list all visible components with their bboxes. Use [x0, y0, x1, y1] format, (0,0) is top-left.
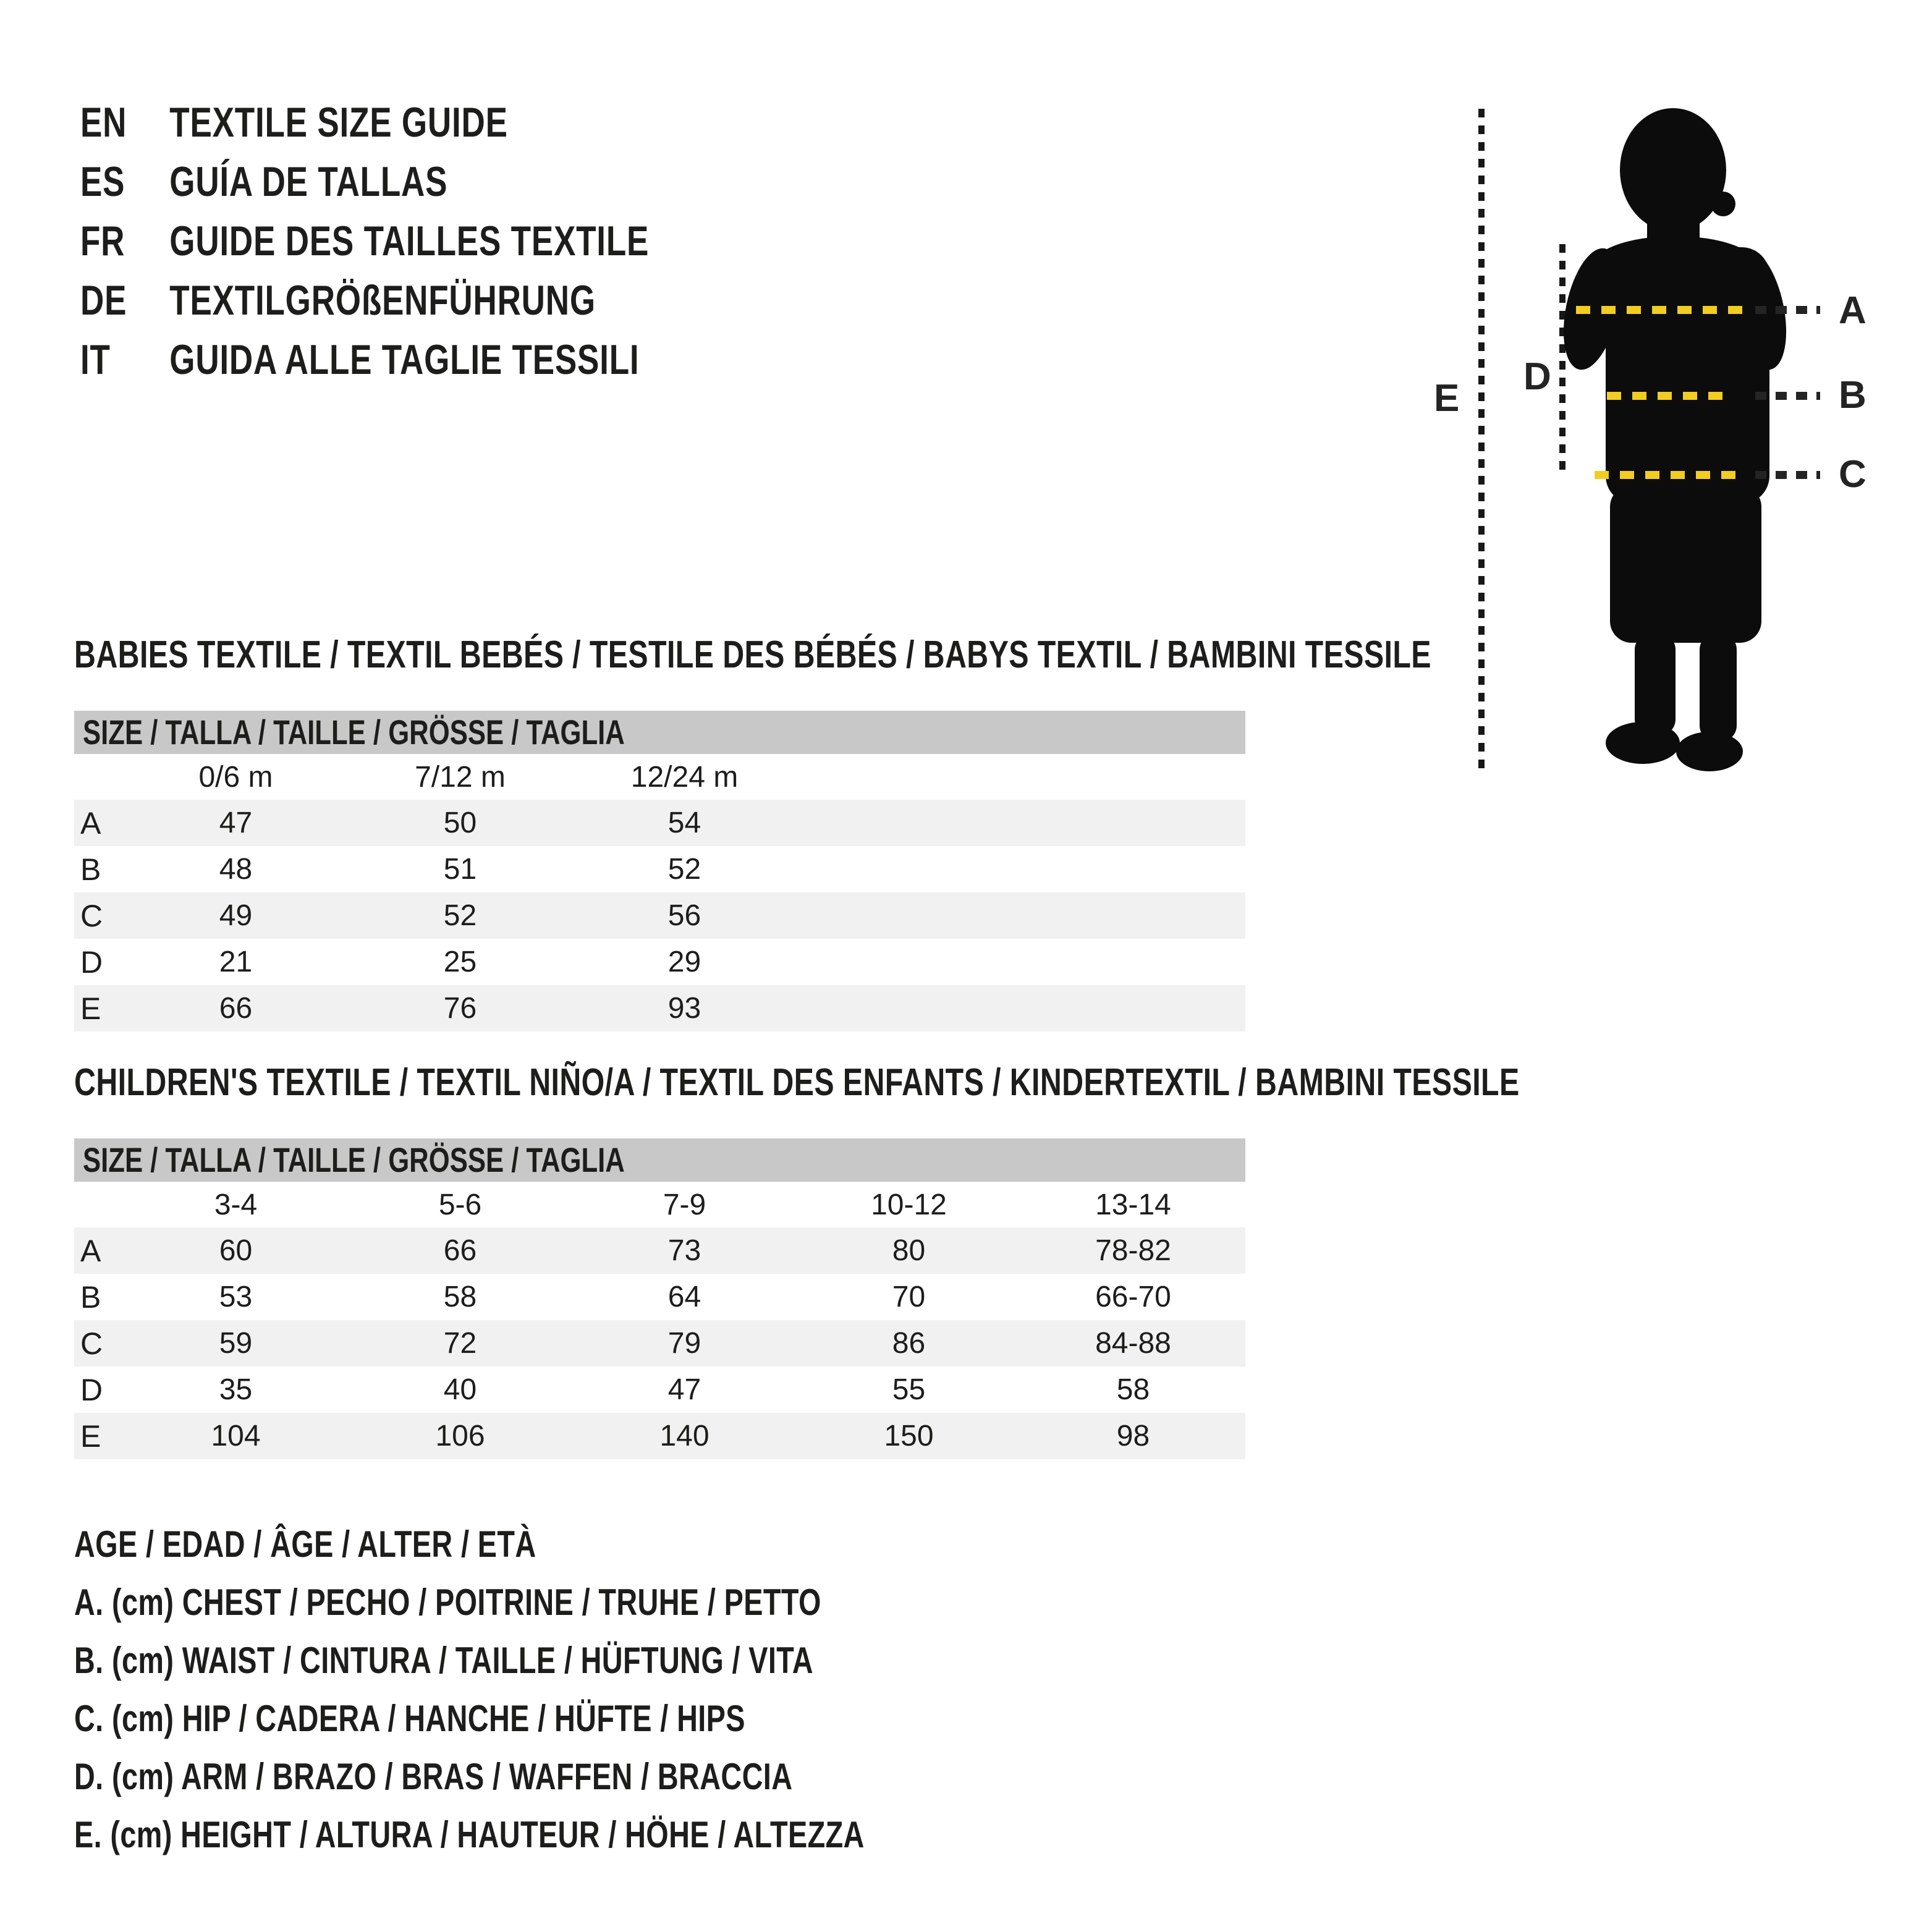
- children-row-d: [74, 1366, 1245, 1413]
- table-cell: 56: [667, 899, 701, 932]
- label-c: C: [1839, 453, 1866, 496]
- lang-title-de: TEXTILGRÖßENFÜHRUNG: [169, 277, 596, 324]
- children-table: [74, 1182, 1245, 1459]
- babies-column-header: 12/24 m: [630, 760, 739, 794]
- lang-code-fr: FR: [80, 218, 125, 265]
- table-cell: 86: [892, 1327, 926, 1360]
- table-cell: 35: [219, 1373, 253, 1406]
- row-label: E: [80, 991, 101, 1026]
- chest-leader-line-a: [1755, 306, 1820, 314]
- table-cell: 47: [219, 807, 253, 839]
- children-size-header-bar: [74, 1138, 1245, 1182]
- children-column-header: 13-14: [1095, 1188, 1171, 1221]
- row-label: D: [80, 1372, 103, 1407]
- table-cell: 58: [1116, 1373, 1150, 1406]
- measurement-figure: [1409, 93, 1932, 810]
- lang-code-it: IT: [80, 336, 111, 383]
- legend-age: [74, 1515, 1087, 1574]
- legend-chest: [74, 1574, 1087, 1632]
- children-column-header: 3-4: [214, 1188, 258, 1221]
- label-a: A: [1839, 289, 1866, 332]
- lang-title-it: GUIDA ALLE TAGLIE TESSILI: [169, 336, 640, 383]
- babies-row-e: [74, 985, 1245, 1032]
- table-cell: 59: [219, 1327, 253, 1360]
- children-row-e: [74, 1413, 1245, 1459]
- label-d: D: [1523, 355, 1551, 398]
- row-label: A: [80, 1233, 101, 1268]
- legend-hip: [74, 1690, 1087, 1748]
- children-size-header-text: SIZE / TALLA / TAILLE / GRÖSSE / TAGLIA: [83, 1140, 625, 1179]
- row-label: D: [80, 944, 103, 980]
- row-label: C: [80, 898, 103, 933]
- babies-title: [74, 630, 1431, 680]
- row-label: A: [80, 805, 101, 841]
- table-cell: 79: [667, 1327, 701, 1360]
- table-cell: 93: [667, 992, 701, 1025]
- babies-size-header-text: SIZE / TALLA / TAILLE / GRÖSSE / TAGLIA: [83, 713, 625, 752]
- table-cell: 47: [667, 1373, 701, 1406]
- babies-row-c: [74, 892, 1245, 939]
- lang-title-fr: GUIDE DES TAILLES TEXTILE: [169, 218, 650, 265]
- lang-title-en: TEXTILE SIZE GUIDE: [169, 99, 508, 146]
- table-cell: 66-70: [1095, 1281, 1171, 1313]
- child-silhouette-image: [1551, 105, 1799, 773]
- table-cell: 66: [443, 1234, 477, 1267]
- children-row-b: [74, 1274, 1245, 1320]
- lang-title-es: GUÍA DE TALLAS: [169, 158, 448, 205]
- children-row-c: [74, 1320, 1245, 1366]
- lang-row-it: [80, 330, 649, 389]
- babies-table: [74, 754, 1245, 1032]
- lang-row-de: [80, 271, 649, 330]
- hip-leader-line-c: [1755, 471, 1820, 479]
- babies-title-text: BABIES TEXTILE / TEXTIL BEBÉS / TESTILE DES BÉBÉS / BABYS TEXTIL / BAMBINI TESSILE: [74, 633, 1431, 676]
- table-cell: 54: [667, 807, 701, 839]
- waist-leader-line-b: [1755, 392, 1820, 400]
- table-cell: 73: [667, 1234, 701, 1267]
- legend-chest-text: A. (cm) CHEST / PECHO / POITRINE / TRUHE / PETTO: [74, 1582, 821, 1623]
- table-cell: 55: [892, 1373, 926, 1406]
- hip-measure-line-c: [1595, 471, 1743, 479]
- lang-code-en: EN: [80, 99, 127, 146]
- lang-row-fr: [80, 211, 649, 271]
- row-label: E: [80, 1418, 101, 1454]
- babies-column-header: 0/6 m: [198, 760, 273, 794]
- table-cell: 66: [219, 992, 253, 1025]
- table-cell: 64: [667, 1281, 701, 1313]
- lang-row-es: [80, 152, 649, 211]
- babies-row-d: [74, 939, 1245, 985]
- children-column-header-row: [74, 1182, 1245, 1227]
- table-cell: 60: [219, 1234, 253, 1267]
- label-b: B: [1839, 374, 1866, 417]
- lang-row-en: [80, 93, 649, 152]
- babies-column-header-row: [74, 754, 1245, 800]
- babies-row-b: [74, 846, 1245, 892]
- babies-column-header: 7/12 m: [415, 760, 506, 794]
- children-title: [74, 1058, 1520, 1108]
- table-cell: 21: [219, 946, 253, 978]
- language-header: [80, 93, 810, 389]
- table-cell: 140: [659, 1420, 710, 1452]
- legend-height: [74, 1806, 1087, 1864]
- children-section: [74, 1058, 1520, 1459]
- table-cell: 48: [219, 853, 253, 886]
- babies-row-a: [74, 800, 1245, 846]
- table-cell: 72: [443, 1327, 477, 1360]
- label-e: E: [1434, 377, 1460, 420]
- table-cell: 50: [443, 807, 477, 839]
- table-cell: 76: [443, 992, 477, 1025]
- table-cell: 78-82: [1095, 1234, 1171, 1267]
- row-label: B: [80, 852, 101, 887]
- table-cell: 106: [435, 1420, 485, 1452]
- table-cell: 150: [884, 1420, 934, 1452]
- table-cell: 53: [219, 1281, 253, 1313]
- lang-code-es: ES: [80, 158, 125, 205]
- legend-arm-text: D. (cm) ARM / BRAZO / BRAS / WAFFEN / BRACCIA: [74, 1756, 793, 1797]
- table-cell: 52: [667, 853, 701, 886]
- legend-arm: [74, 1748, 1087, 1806]
- table-cell: 49: [219, 899, 253, 932]
- legend-waist-text: B. (cm) WAIST / CINTURA / TAILLE / HÜFTUNG / VITA: [74, 1640, 813, 1681]
- children-column-header: 10-12: [871, 1188, 947, 1221]
- table-cell: 84-88: [1095, 1327, 1171, 1360]
- legend-hip-text: C. (cm) HIP / CADERA / HANCHE / HÜFTE / HIPS: [74, 1698, 745, 1739]
- lang-code-de: DE: [80, 277, 127, 324]
- height-measure-line-e: [1478, 109, 1485, 770]
- legend-waist: [74, 1632, 1087, 1690]
- children-title-text: CHILDREN'S TEXTILE / TEXTIL NIÑO/A / TEXTIL DES ENFANTS / KINDERTEXTIL / BAMBINI TESSILE: [74, 1061, 1520, 1104]
- table-cell: 51: [443, 853, 477, 886]
- chest-measure-line-a: [1576, 306, 1743, 314]
- babies-section: [74, 630, 1431, 1032]
- legend-age-text: AGE / EDAD / ÂGE / ALTER / ETÀ: [74, 1523, 536, 1565]
- table-cell: 98: [1116, 1420, 1150, 1452]
- table-cell: 58: [443, 1281, 477, 1313]
- table-cell: 29: [667, 946, 701, 978]
- table-cell: 70: [892, 1281, 926, 1313]
- waist-measure-line-b: [1607, 392, 1731, 400]
- children-row-a: [74, 1227, 1245, 1274]
- table-cell: 40: [443, 1373, 477, 1406]
- legend-height-text: E. (cm) HEIGHT / ALTURA / HAUTEUR / HÖHE / ALTEZZA: [74, 1814, 865, 1855]
- table-cell: 104: [211, 1420, 261, 1452]
- children-column-header: 5-6: [438, 1188, 482, 1221]
- measurement-legend: [74, 1515, 1087, 1864]
- table-cell: 25: [443, 946, 477, 978]
- table-cell: 52: [443, 899, 477, 932]
- babies-size-header-bar: [74, 711, 1245, 754]
- children-column-header: 7-9: [663, 1188, 706, 1221]
- row-label: C: [80, 1326, 103, 1361]
- table-cell: 80: [892, 1234, 926, 1267]
- row-label: B: [80, 1279, 101, 1315]
